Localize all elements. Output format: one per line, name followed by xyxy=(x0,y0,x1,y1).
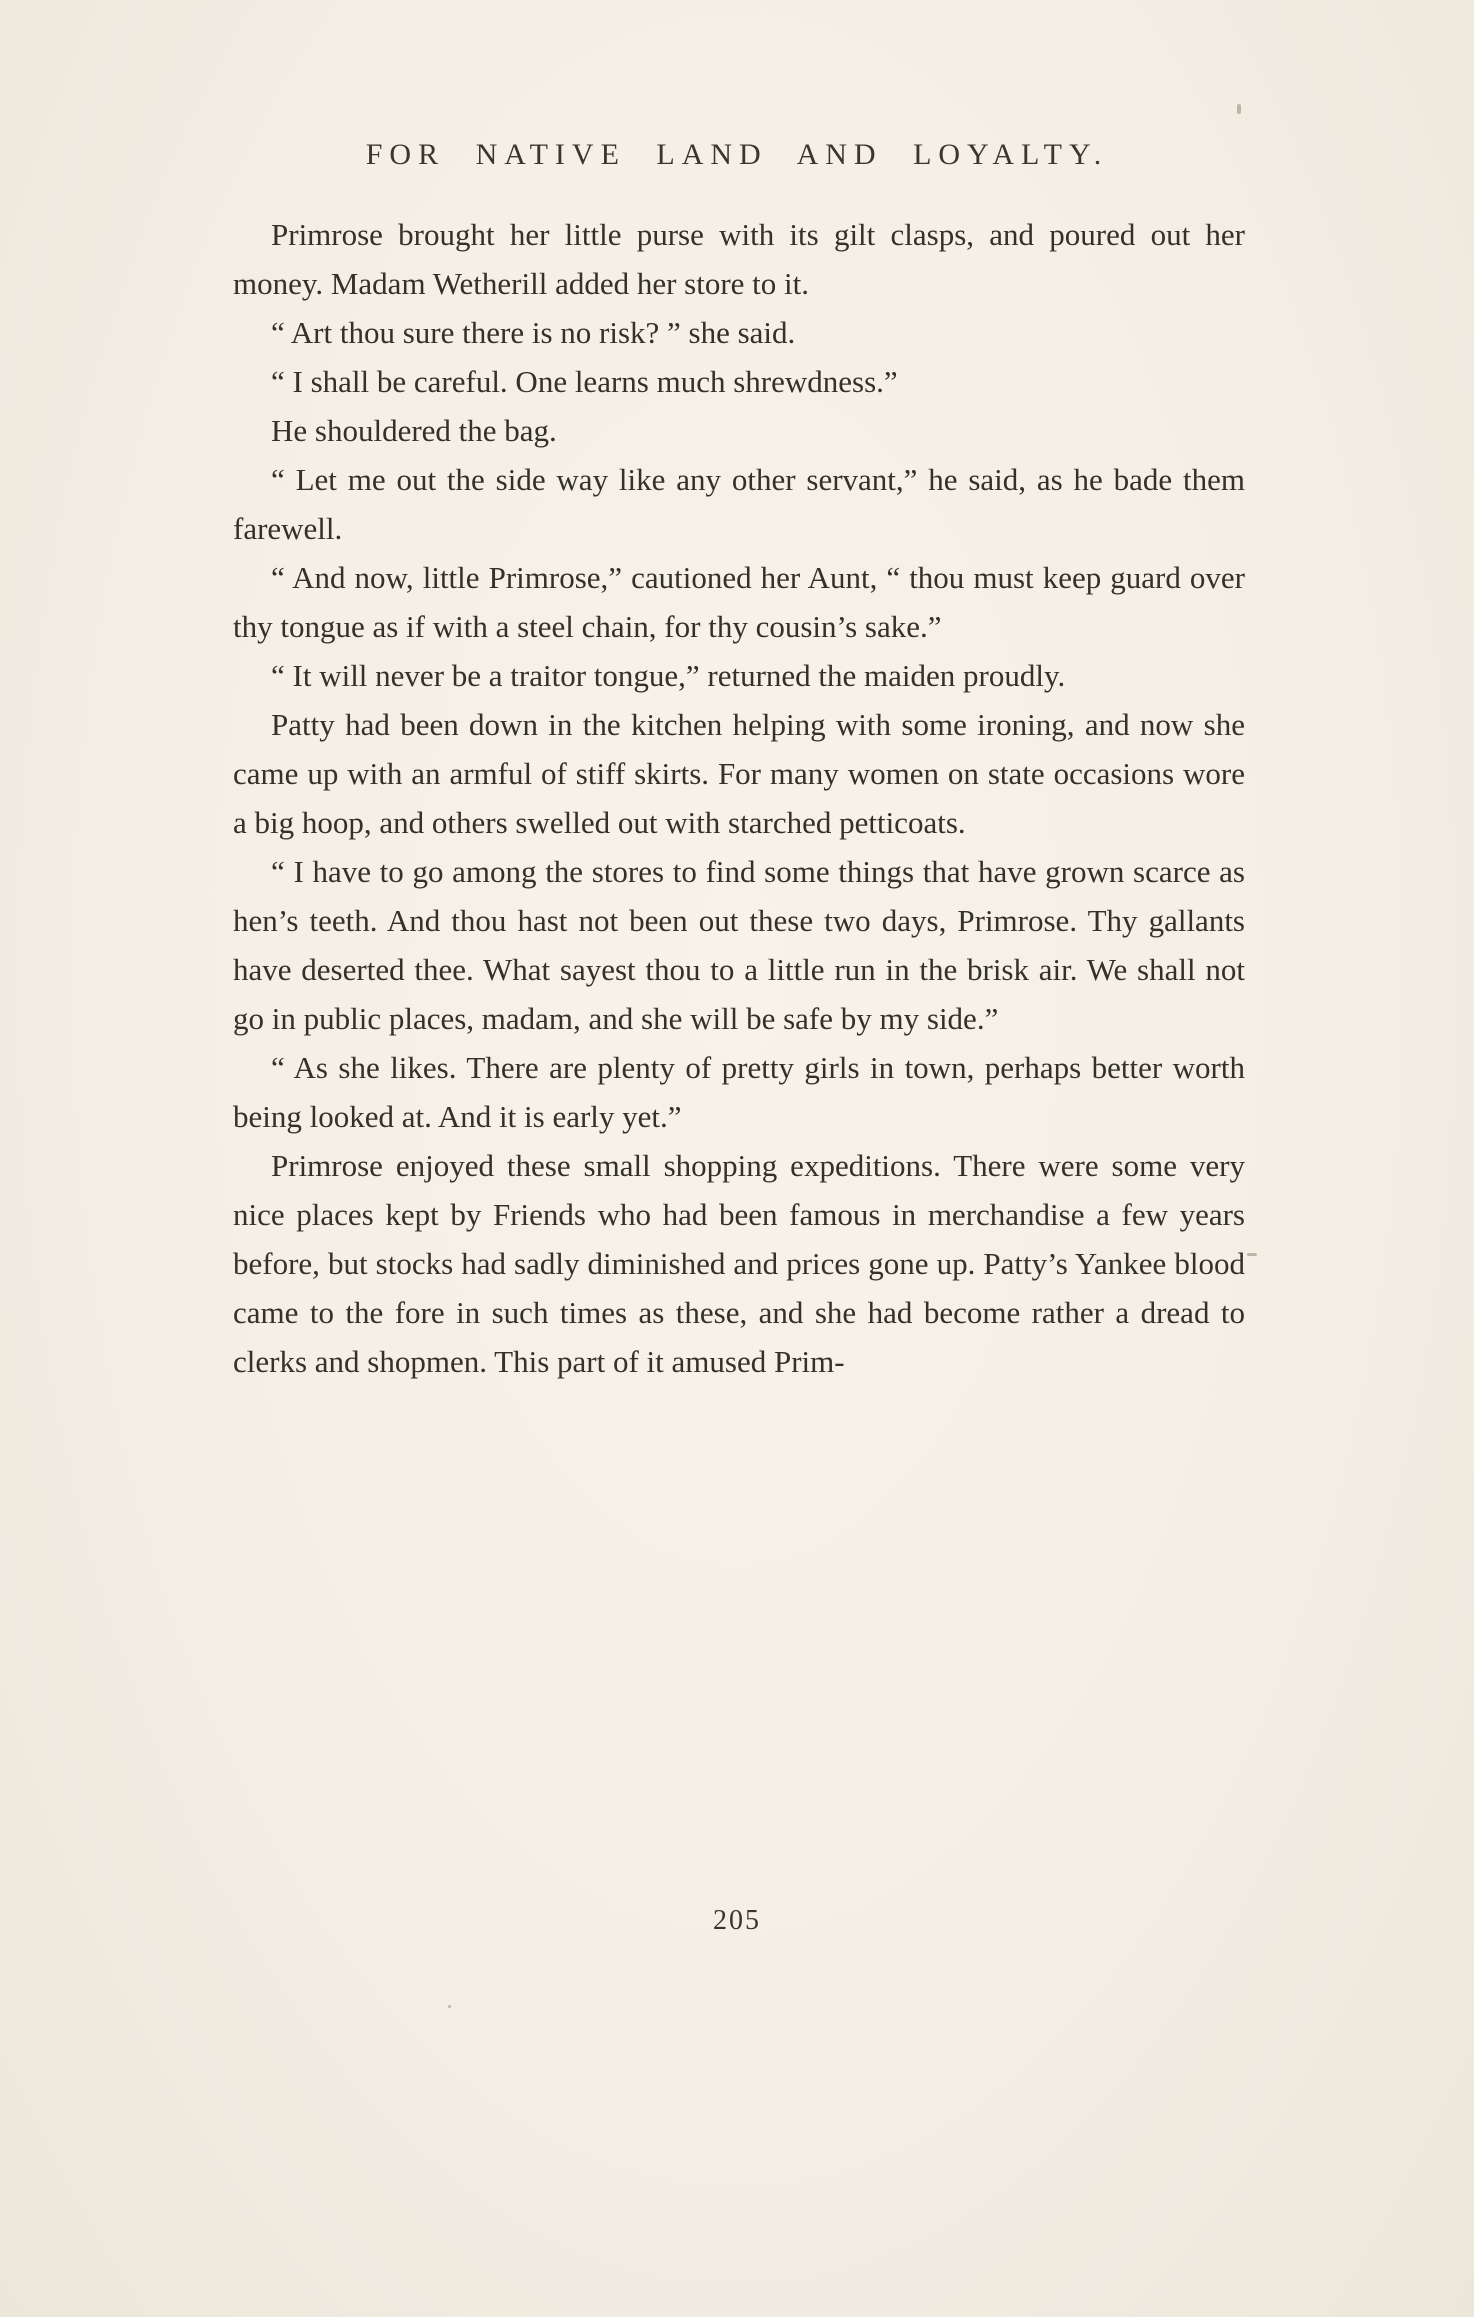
page-body xyxy=(233,210,1245,1386)
scan-speck xyxy=(1247,1253,1257,1256)
scan-speck xyxy=(448,2005,451,2008)
paragraph: “ And now, little Primrose,” cautioned her Aunt, “ thou must keep guard over thy tongue as if with a steel chain, for thy cousin’s sake.” xyxy=(233,560,1245,644)
paragraph: “ As she likes. There are plenty of pretty girls in town, perhaps better worth being looked at. And it is early yet.” xyxy=(233,1050,1245,1134)
running-header: FOR NATIVE LAND AND LOYALTY. xyxy=(365,138,1109,171)
paragraph: Patty had been down in the kitchen helping with some ironing, and now she came up with an armful of stiff skirts. For many women on state occasions wore a big hoop, and others swelled out with starched petticoats. xyxy=(233,707,1245,840)
paragraph: “ I shall be careful. One learns much shrewdness.” xyxy=(271,364,898,399)
paragraph: Primrose brought her little purse with its gilt clasps, and poured out her money. Madam Wetherill added her store to it. xyxy=(233,217,1245,301)
paragraph: “ Let me out the side way like any other servant,” he said, as he bade them farewell. xyxy=(233,462,1245,546)
paragraph: “ Art thou sure there is no risk? ” she said. xyxy=(271,315,796,350)
paragraph: “ It will never be a traitor tongue,” returned the maiden proudly. xyxy=(271,658,1066,693)
scan-speck xyxy=(1237,104,1241,114)
paragraph: He shouldered the bag. xyxy=(271,413,557,448)
page-number: 205 xyxy=(713,1905,761,1936)
paragraph: Primrose enjoyed these small shopping expeditions. There were some very nice places kept by Friends who had been famous in merchandise a few years before, but stocks had sadly diminished and prices gone up. Patty’s Yankee blood came to the fore in such times as these, and she had become rather a dread to clerks and shopmen. This part of it amused Prim- xyxy=(233,1148,1245,1379)
paragraph: “ I have to go among the stores to find some things that have grown scarce as hen’s teeth. And thou hast not been out these two days, Primrose. Thy gallants have deserted thee. What sayest thou to a little run in the brisk air. We shall not go in public places, madam, and she will be safe by my side.” xyxy=(233,854,1245,1036)
